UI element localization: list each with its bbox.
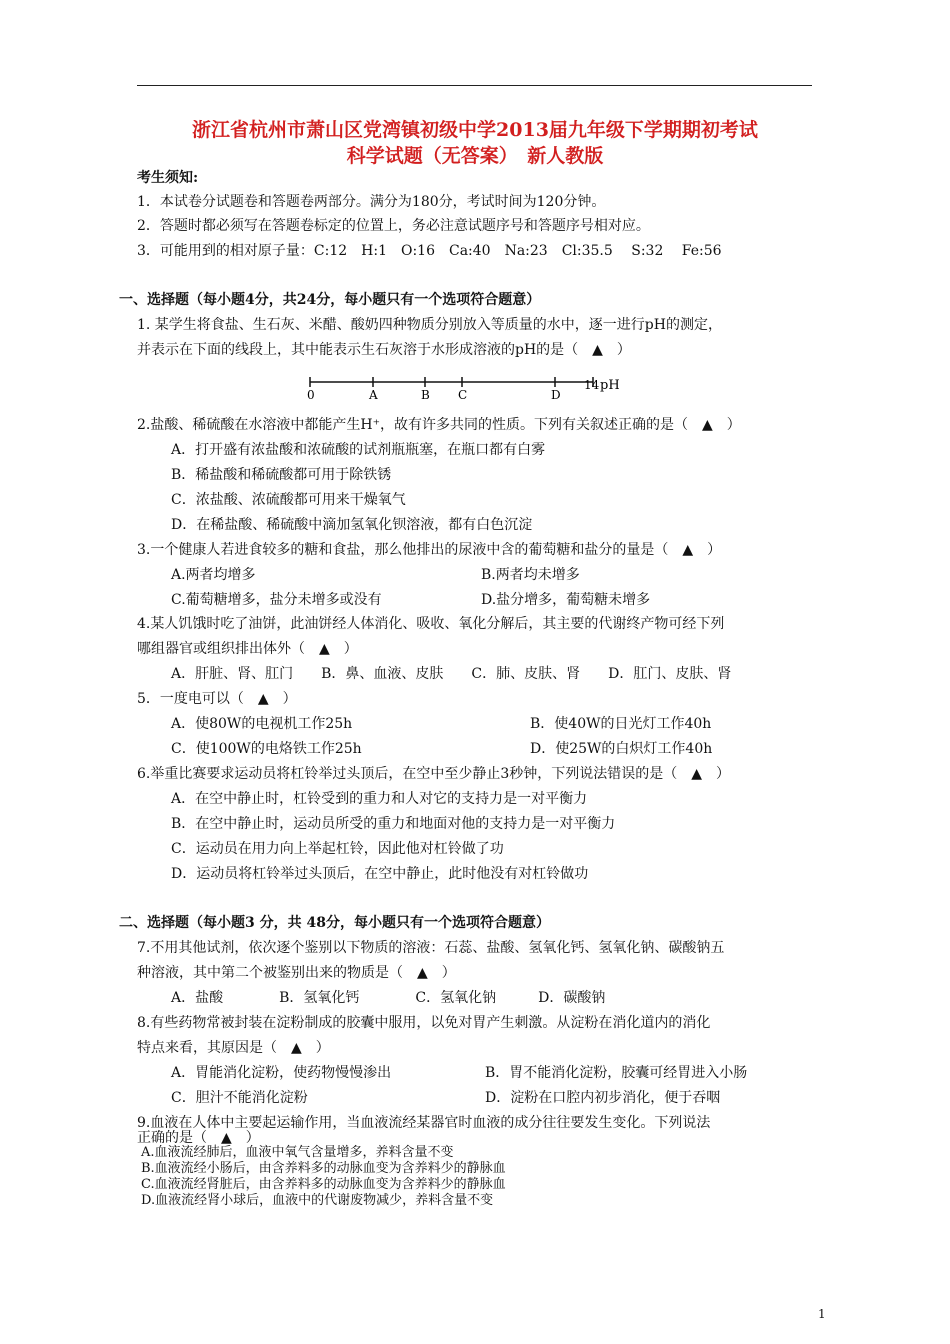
ph-label-a: A xyxy=(369,388,378,402)
q3-option: D.盐分增多，葡萄糖未增多 xyxy=(481,592,651,608)
q6-option: A．在空中静止时，杠铃受到的重力和人对它的支持力是一对平衡力 xyxy=(171,791,588,807)
q5-option: A．使80W的电视机工作25h xyxy=(171,716,353,732)
q7-line2: 种溶液，其中第二个被鉴别出来的物质是（ ▲ ） xyxy=(137,965,456,981)
q5-option: C．使100W的电烙铁工作25h xyxy=(171,741,362,757)
q6-option: B．在空中静止时，运动员所受的重力和地面对他的支持力是一对平衡力 xyxy=(171,816,616,832)
top-rule xyxy=(137,85,812,86)
q5-stem: 5．一度电可以（ ▲ ） xyxy=(137,691,297,707)
ph-unit: pH xyxy=(600,378,620,393)
q8-line2: 特点来看，其原因是（ ▲ ） xyxy=(137,1040,330,1056)
q8-option: D．淀粉在口腔内初步消化，便于吞咽 xyxy=(485,1090,721,1106)
notice-item: 1．本试卷分试题卷和答题卷两部分。满分为180分，考试时间为120分钟。 xyxy=(137,194,606,210)
q8-line1: 8.有些药物常被封装在淀粉制成的胶囊中服用，以免对胃产生刺激。从淀粉在消化道内的消化 xyxy=(137,1015,711,1031)
q5-option: D．使25W的白炽灯工作40h xyxy=(530,741,713,757)
q9-line1: 9.血液在人体中主要起运输作用，当血液流经某器官时血液的成分往往要发生变化。下列说法 xyxy=(137,1115,711,1131)
q2-option: D．在稀盐酸、稀硫酸中滴加氢氧化钡溶液，都有白色沉淀 xyxy=(171,517,533,533)
notice-item: 2．答题时都必须写在答题卷标定的位置上，务必注意试题序号和答题序号相对应。 xyxy=(137,218,650,234)
q7-line1: 7.不用其他试剂，依次逐个鉴别以下物质的溶液：石蕊、盐酸、氢氧化钙、氢氧化钠、碳酸钠五 xyxy=(137,940,725,956)
doc-title-line1: 浙江省杭州市萧山区党湾镇初级中学2013届九年级下学期期初考试 xyxy=(192,119,758,141)
q5-option: B．使40W的日光灯工作40h xyxy=(530,716,712,732)
ph-scale-diagram xyxy=(300,372,630,402)
page-number: 1 xyxy=(818,1307,826,1321)
notice-item: 3．可能用到的相对原子量：C:12 H:1 O:16 Ca:40 Na:23 Cl:35.5 S:32 Fe:56 xyxy=(137,243,722,259)
q2-option: C．浓盐酸、浓硫酸都可用来干燥氧气 xyxy=(171,492,406,508)
q7-options: A．盐酸 B．氢氧化钙 C．氢氧化钠 D．碳酸钠 xyxy=(171,990,606,1006)
q4-options: A．肝脏、肾、肛门 B．鼻、血液、皮肤 C．肺、皮肤、肾 D．肛门、皮肤、肾 xyxy=(171,666,732,682)
notice-heading: 考生须知: xyxy=(137,170,199,186)
q4-line2: 哪组器官或组织排出体外（ ▲ ） xyxy=(137,641,358,657)
q9-option: D.血液流经肾小球后，血液中的代谢废物减少，养料含量不变 xyxy=(141,1193,494,1208)
ph-label-c: C xyxy=(458,388,468,402)
section1-heading: 一、选择题（每小题4分，共24分，每小题只有一个选项符合题意） xyxy=(119,292,541,308)
q1-line1: 1. 某学生将食盐、生石灰、米醋、酸奶四种物质分别放入等质量的水中，逐一进行pH的测定， xyxy=(137,317,722,333)
q3-stem: 3.一个健康人若进食较多的糖和食盐，那么他排出的尿液中含的葡萄糖和盐分的量是（ ▲ ） xyxy=(137,542,722,558)
q8-option: A．胃能消化淀粉，使药物慢慢渗出 xyxy=(171,1065,392,1081)
q9-option: B.血液流经小肠后，由含养料多的动脉血变为含养料少的静脉血 xyxy=(141,1161,506,1176)
q8-option: C．胆汁不能消化淀粉 xyxy=(171,1090,308,1106)
q6-option: C．运动员在用力向上举起杠铃，因此他对杠铃做了功 xyxy=(171,841,504,857)
q4-line1: 4.某人饥饿时吃了油饼，此油饼经人体消化、吸收、氧化分解后，其主要的代谢终产物可经下列 xyxy=(137,616,725,632)
q3-option: C.葡萄糖增多，盐分未增多或没有 xyxy=(171,592,382,608)
q6-stem: 6.举重比赛要求运动员将杠铃举过头顶后，在空中至少静止3秒钟，下列说法错误的是（ ▲ ） xyxy=(137,766,731,782)
q3-option: B.两者均未增多 xyxy=(481,567,580,583)
q2-stem: 2.盐酸、稀硫酸在水溶液中都能产生H⁺，故有许多共同的性质。下列有关叙述正确的是（ ▲ ） xyxy=(137,417,741,433)
q3-option: A.两者均增多 xyxy=(171,567,256,583)
q9-option: C.血液流经肾脏后，由含养料多的动脉血变为含养料少的静脉血 xyxy=(141,1177,506,1192)
q9-line2: 正确的是（ ▲ ） xyxy=(137,1130,260,1146)
ph-label-end: 14 xyxy=(584,378,600,392)
ph-label-b: B xyxy=(421,388,430,402)
q1-line2: 并表示在下面的线段上，其中能表示生石灰溶于水形成溶液的pH的是（ ▲ ） xyxy=(137,342,631,358)
q2-option: B．稀盐酸和稀硫酸都可用于除铁锈 xyxy=(171,467,392,483)
q9-option: A.血液流经肺后，血液中氧气含量增多，养料含量不变 xyxy=(141,1145,454,1160)
q6-option: D．运动员将杠铃举过头顶后，在空中静止，此时他没有对杠铃做功 xyxy=(171,866,589,882)
q2-option: A．打开盛有浓盐酸和浓硫酸的试剂瓶瓶塞，在瓶口都有白雾 xyxy=(171,442,546,458)
section2-heading: 二、选择题（每小题3 分，共 48分，每小题只有一个选项符合题意） xyxy=(119,915,550,931)
ph-label-d: D xyxy=(551,388,561,402)
doc-title-line2: 科学试题（无答案） 新人教版 xyxy=(346,145,604,167)
q8-option: B．胃不能消化淀粉，胶囊可经胃进入小肠 xyxy=(485,1065,748,1081)
ph-label-start: 0 xyxy=(307,388,315,402)
